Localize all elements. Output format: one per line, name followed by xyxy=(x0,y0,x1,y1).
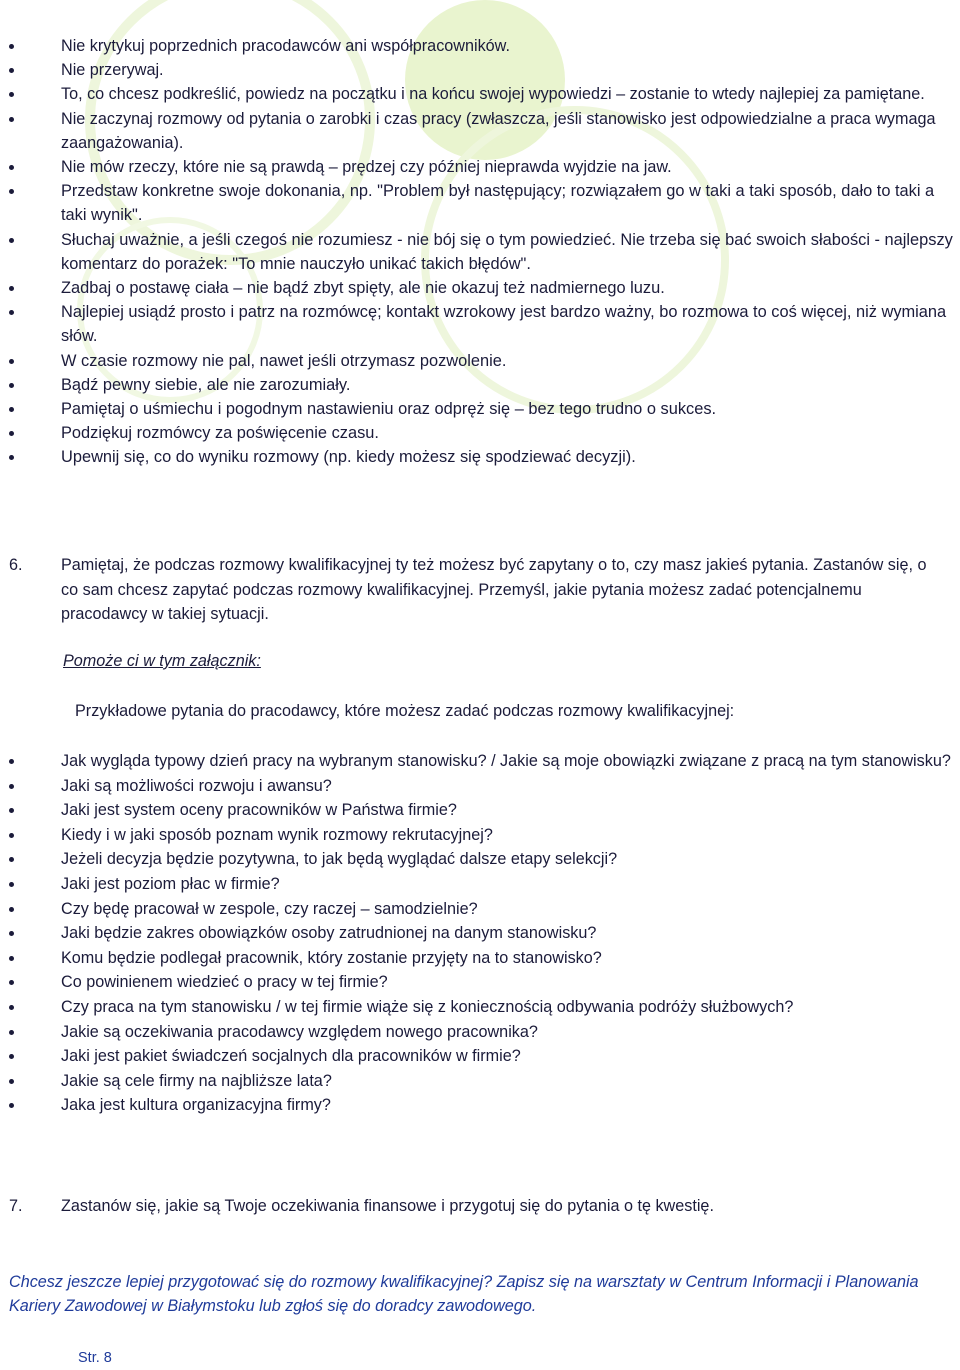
workshop-promo: Chcesz jeszcze lepiej przygotować się do rozmowy kwalifikacyjnej? Zapisz się na warsztaty w Centrum Informacji i Planowania Kariery Zawodowej w Białymstoku lub zgłoś się do doradcy zawodowego. xyxy=(9,1273,919,1316)
list-item: Jaka jest kultura organizacyjna firmy? xyxy=(0,1093,960,1118)
list-item: Czy będę pracował w zespole, czy raczej – samodzielnie? xyxy=(0,897,960,922)
list-item: Jaki są możliwości rozwoju i awansu? xyxy=(0,774,960,799)
list-item: Słuchaj uważnie, a jeśli czegoś nie rozumiesz - nie bój się o tym powiedzieć. Nie trzeba się bać swoich słabości - najlepszy komentarz do porażek: "To mnie nauczyło unikać takich błędów". xyxy=(0,228,960,276)
list-item: Najlepiej usiądź prosto i patrz na rozmówcę; kontakt wzrokowy jest bardzo ważny, bo rozmowa to coś więcej, niż wymiana słów. xyxy=(0,300,960,348)
employer-questions-list xyxy=(0,749,960,1118)
section-text: Pamiętaj, że podczas rozmowy kwalifikacyjnej ty też możesz być zapytany o to, czy masz jakieś pytania. Zastanów się, o co sam chcesz zapytać podczas rozmowy kwalifikacyjnej. Przemyśl, jakie pytania możesz zadać potencjalnemu pracodawcy w takiej sytuacji. xyxy=(61,556,927,624)
section-number: 7. xyxy=(9,1197,23,1215)
list-item: Jaki jest poziom płac w firmie? xyxy=(0,872,960,897)
list-item: W czasie rozmowy nie pal, nawet jeśli otrzymasz pozwolenie. xyxy=(0,349,960,373)
list-item: Podziękuj rozmówcy za poświęcenie czasu. xyxy=(0,421,960,445)
list-item: Czy praca na tym stanowisku / w tej firmie wiąże się z koniecznością odbywania podróży służbowych? xyxy=(0,995,960,1020)
list-item: Komu będzie podlegał pracownik, który zostanie przyjęty na to stanowisko? xyxy=(0,946,960,971)
list-item: Jaki jest pakiet świadczeń socjalnych dla pracowników w firmie? xyxy=(0,1044,960,1069)
section-number: 6. xyxy=(9,556,23,574)
list-item: Jaki będzie zakres obowiązków osoby zatrudnionej na danym stanowisku? xyxy=(0,921,960,946)
list-item: To, co chcesz podkreślić, powiedz na początku i na końcu swojej wypowiedzi – zostanie to wtedy najlepiej za pamiętane. xyxy=(0,82,960,106)
interview-tips-list xyxy=(0,34,960,470)
list-item: Jeżeli decyzja będzie pozytywna, to jak będą wyglądać dalsze etapy selekcji? xyxy=(0,847,960,872)
list-item: Jaki jest system oceny pracowników w Państwa firmie? xyxy=(0,798,960,823)
list-item: Nie krytykuj poprzednich pracodawców ani współpracowników. xyxy=(0,34,960,58)
list-item: Jak wygląda typowy dzień pracy na wybranym stanowisku? / Jakie są moje obowiązki związane z pracą na tym stanowisku? xyxy=(0,749,960,774)
list-item: Co powinienem wiedzieć o pracy w tej firmie? xyxy=(0,970,960,995)
list-item: Bądź pewny siebie, ale nie zarozumiały. xyxy=(0,373,960,397)
page-number: Str. 8 xyxy=(78,1350,112,1366)
section-text: Zastanów się, jakie są Twoje oczekiwania finansowe i przygotuj się do pytania o tę kwestię. xyxy=(61,1197,714,1215)
list-item: Jakie są oczekiwania pracodawcy względem nowego pracownika? xyxy=(0,1020,960,1045)
list-item: Zadbaj o postawę ciała – nie bądź zbyt spięty, ale nie okazuj też nadmiernego luzu. xyxy=(0,276,960,300)
list-item: Przedstaw konkretne swoje dokonania, np. "Problem był następujący; rozwiązałem go w taki a taki sposób, dało to taki a taki wynik". xyxy=(0,179,960,227)
list-item: Nie mów rzeczy, które nie są prawdą – prędzej czy później nieprawda wyjdzie na jaw. xyxy=(0,155,960,179)
attachment-link[interactable]: Pomoże ci w tym załącznik: xyxy=(63,652,261,670)
list-item: Pamiętaj o uśmiechu i pogodnym nastawieniu oraz odpręż się – bez tego trudno o sukces. xyxy=(0,397,960,421)
questions-heading: Przykładowe pytania do pracodawcy, które możesz zadać podczas rozmowy kwalifikacyjnej: xyxy=(75,702,735,720)
list-item: Kiedy i w jaki sposób poznam wynik rozmowy rekrutacyjnej? xyxy=(0,823,960,848)
list-item: Upewnij się, co do wyniku rozmowy (np. kiedy możesz się spodziewać decyzji). xyxy=(0,445,960,469)
list-item: Nie zaczynaj rozmowy od pytania o zarobki i czas pracy (zwłaszcza, jeśli stanowisko jest odpowiedzialne a praca wymaga zaangażowania). xyxy=(0,107,960,155)
list-item: Jakie są cele firmy na najbliższe lata? xyxy=(0,1069,960,1094)
list-item: Nie przerywaj. xyxy=(0,58,960,82)
